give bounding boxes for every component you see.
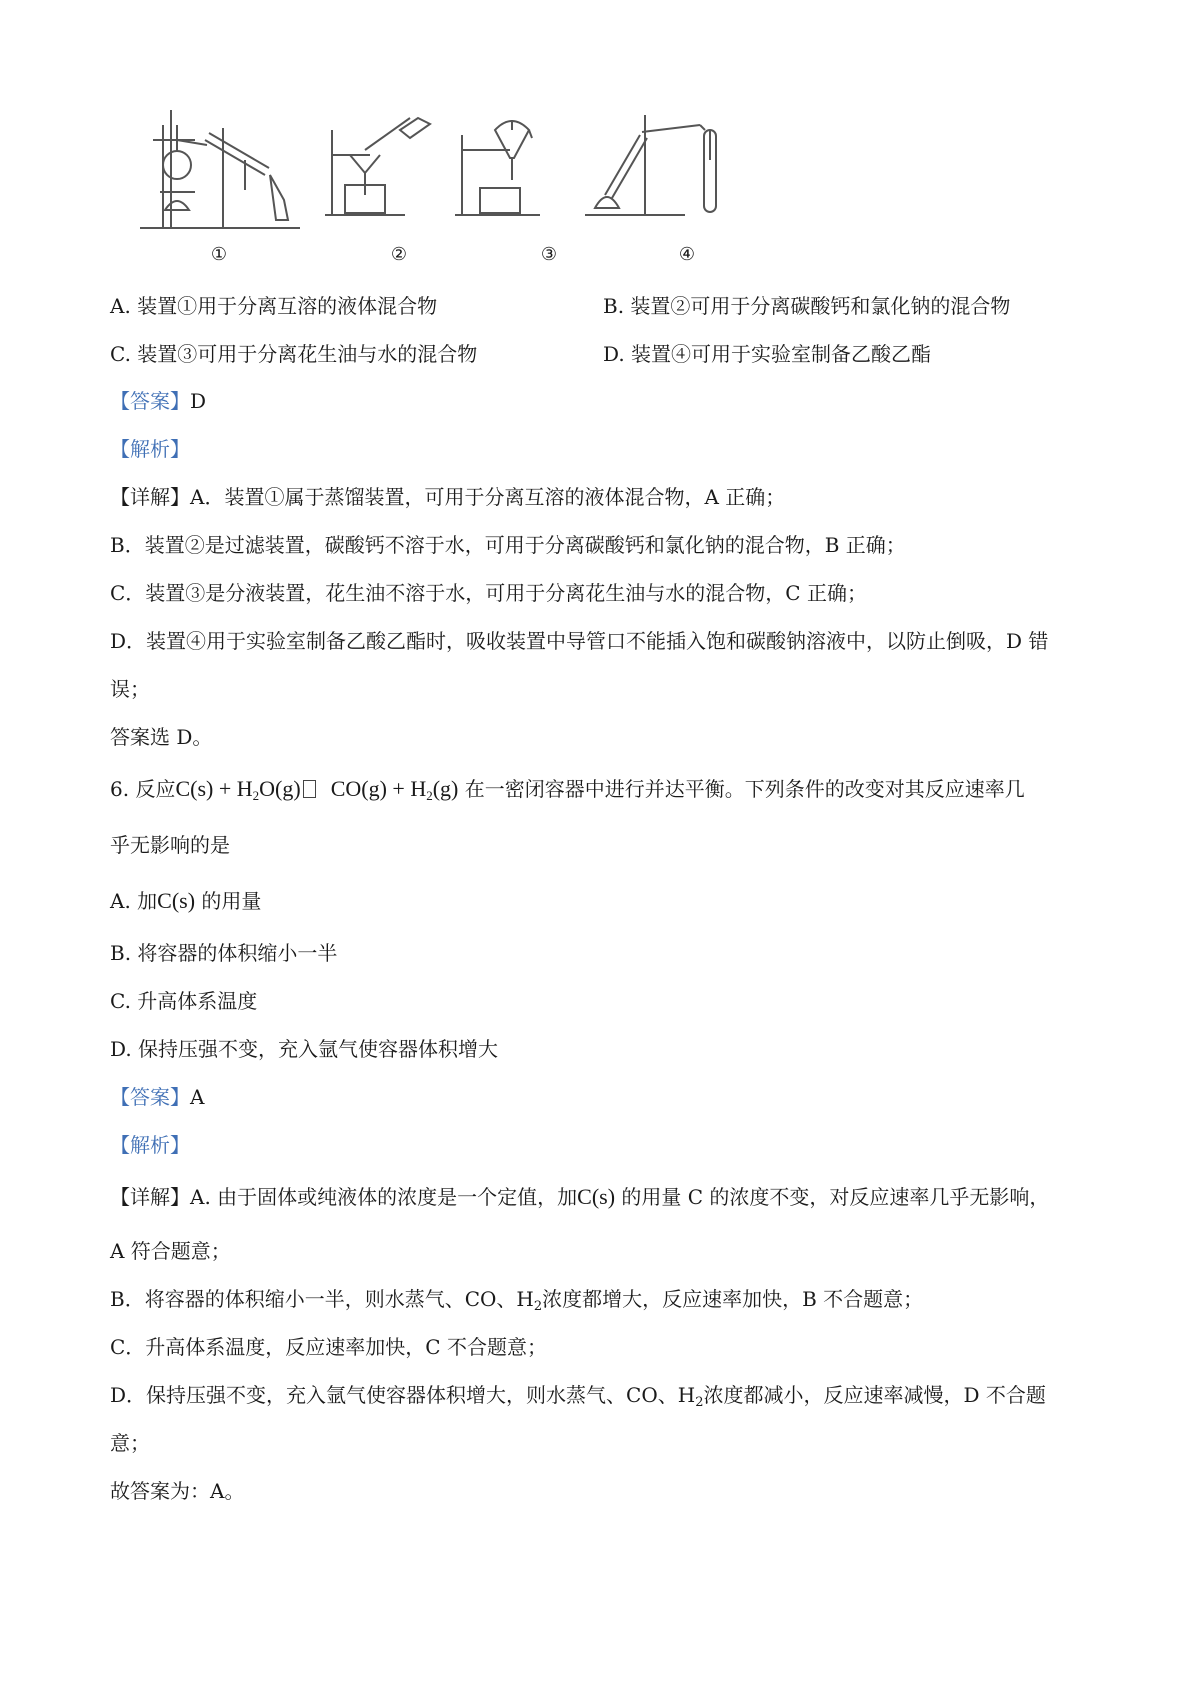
q5-detail-b: B．装置②是过滤装置，碳酸钙不溶于水，可用于分离碳酸钙和氯化钠的混合物，B 正确； — [110, 533, 906, 557]
q5-option-c: C. 装置③可用于分离花生油与水的混合物 — [110, 342, 478, 366]
q6-conclusion: 故答案为：A。 — [110, 1479, 245, 1503]
q6-analysis-tag — [110, 1131, 190, 1159]
q5-answer — [110, 387, 206, 415]
analysis-tag: 【解析】 — [110, 1133, 190, 1157]
q6-detail-d-cont: 意； — [110, 1431, 150, 1455]
answer-tag: 【答案】 — [110, 389, 190, 413]
apparatus-label-3: ③ — [540, 244, 558, 265]
q6-stem-cont: 乎无影响的是 — [110, 833, 230, 857]
q6-stem: 6. 反应$C(s) + H_2O(g) CO(g) + H_2(g)$ 在一密闭容器中进行并达平衡。下列条件的改变对其反应速率几 — [110, 776, 1025, 803]
equilibrium-arrow-icon — [303, 780, 316, 798]
q5-conclusion: 答案选 D。 — [110, 725, 213, 749]
q5-detail-c: C．装置③是分液装置，花生油不溶于水，可用于分离花生油与水的混合物，C 正确； — [110, 581, 867, 605]
q5-option-a: A. 装置①用于分离互溶的液体混合物 — [110, 294, 438, 318]
q5-detail-a: 【详解】A．装置①属于蒸馏装置，可用于分离互溶的液体混合物，A 正确； — [110, 485, 786, 509]
answer-value: D — [190, 389, 207, 413]
equation: $C(s) + H_2O(g) CO(g) + H_2(g)$ — [175, 776, 459, 803]
q6-detail-c: C．升高体系温度，反应速率加快，C 不合题意； — [110, 1335, 547, 1359]
q6-option-b: B. 将容器的体积缩小一半 — [110, 941, 338, 965]
ester-preparation-apparatus — [585, 115, 716, 215]
apparatus-label-4: ④ — [678, 244, 696, 265]
q6-answer — [110, 1083, 204, 1111]
q6-option-a: A. 加C(s) 的用量 — [110, 888, 262, 913]
detail-tag: 【详解】 — [110, 485, 190, 509]
answer-tag: 【答案】 — [110, 1085, 190, 1109]
q6-detail-a: 【详解】A. 由于固体或纯液体的浓度是一个定值，加C(s) 的用量 C 的浓度不变，对反应速率几乎无影响， — [110, 1184, 1050, 1209]
q6-detail-b: B．将容器的体积缩小一半，则水蒸气、CO、$H_2$浓度都增大，反应速率加快，B 不合题意； — [110, 1287, 924, 1314]
q5-option-b: B. 装置②可用于分离碳酸钙和氯化钠的混合物 — [603, 294, 1011, 318]
q5-option-d: D. 装置④可用于实验室制备乙酸乙酯 — [603, 342, 932, 366]
q6-detail-a-cont: A 符合题意； — [110, 1239, 231, 1263]
filtration-apparatus — [325, 118, 430, 215]
q6-option-d: D. 保持压强不变，充入氩气使容器体积增大 — [110, 1037, 499, 1061]
distillation-apparatus — [140, 110, 300, 228]
analysis-tag: 【解析】 — [110, 437, 190, 461]
apparatus-label-2: ② — [390, 244, 408, 265]
q6-detail-d: D．保持压强不变，充入氩气使容器体积增大，则水蒸气、CO、$H_2$浓度都减小，反应速率减慢，D 不合题 — [110, 1383, 1046, 1410]
q5-detail-d-cont: 误； — [110, 677, 150, 701]
answer-value: A — [190, 1085, 205, 1109]
q6-option-c: C. 升高体系温度 — [110, 989, 258, 1013]
q5-analysis-tag — [110, 435, 190, 463]
separatory-funnel-apparatus — [455, 120, 540, 215]
q5-detail-d: D．装置④用于实验室制备乙酸乙酯时，吸收装置中导管口不能插入饱和碳酸钠溶液中，以防止倒吸，D 错 — [110, 629, 1049, 653]
detail-tag: 【详解】 — [110, 1185, 190, 1209]
apparatus-label-1: ① — [210, 244, 228, 265]
